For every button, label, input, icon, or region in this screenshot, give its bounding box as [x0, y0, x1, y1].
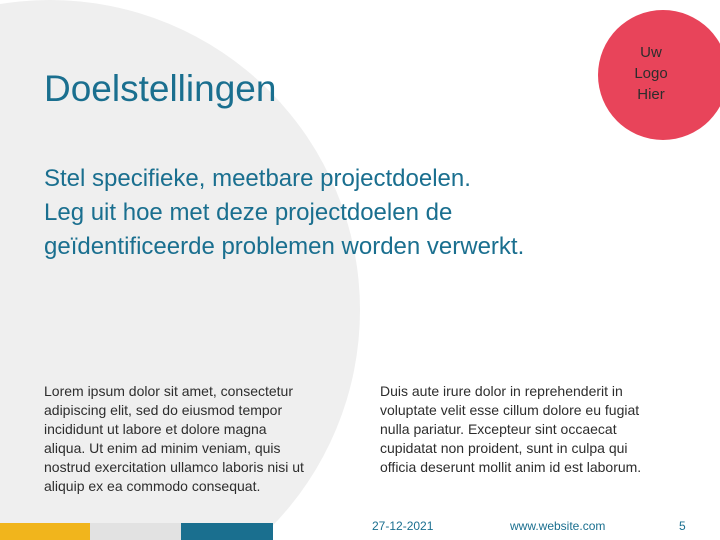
left-column-line: aliqua. Ut enim ad minim veniam, quis: [44, 440, 281, 456]
body-line: geïdentificeerde problemen worden verwerkt.: [44, 233, 525, 260]
footer-bar-yellow: [0, 523, 90, 540]
right-column-line: voluptate velit esse cillum dolore eu fugiat: [380, 402, 640, 418]
footer-date: 27-12-2021: [372, 519, 434, 533]
body-line: Leg uit hoe met deze projectdoelen de: [44, 199, 453, 226]
logo-text: [598, 42, 704, 105]
left-column-line: nostrud exercitation ullamco laboris nisi ut: [44, 459, 304, 475]
left-column-line: aliquip ex ea commodo consequat.: [44, 478, 261, 494]
left-column-line: Lorem ipsum dolor sit amet, consectetur: [44, 383, 293, 399]
body-line: Stel specifieke, meetbare projectdoelen.: [44, 165, 471, 192]
right-column-line: officia deserunt mollit anim id est laborum.: [380, 459, 642, 475]
logo-line: Logo: [634, 65, 668, 82]
logo-line: Hier: [637, 86, 665, 103]
page-number: 5: [679, 519, 686, 533]
footer-website: www.website.com: [510, 519, 606, 533]
right-column-line: nulla pariatur. Excepteur sint occaecat: [380, 421, 617, 437]
right-column-line: Duis aute irure dolor in reprehenderit in: [380, 383, 623, 399]
logo-line: Uw: [640, 44, 662, 61]
left-column-line: incididunt ut labore et dolore magna: [44, 421, 267, 437]
footer-bar-blue: [181, 523, 273, 540]
right-column-line: cupidatat non proident, sunt in culpa qui: [380, 440, 628, 456]
footer-bar-grey: [90, 523, 181, 540]
logo-placeholder: [598, 10, 720, 140]
slide-title: Doelstellingen: [44, 68, 277, 109]
body-text: [44, 162, 664, 264]
left-column-text: [44, 382, 344, 496]
right-column-text: [380, 382, 680, 477]
left-column-line: adipiscing elit, sed do eiusmod tempor: [44, 402, 283, 418]
